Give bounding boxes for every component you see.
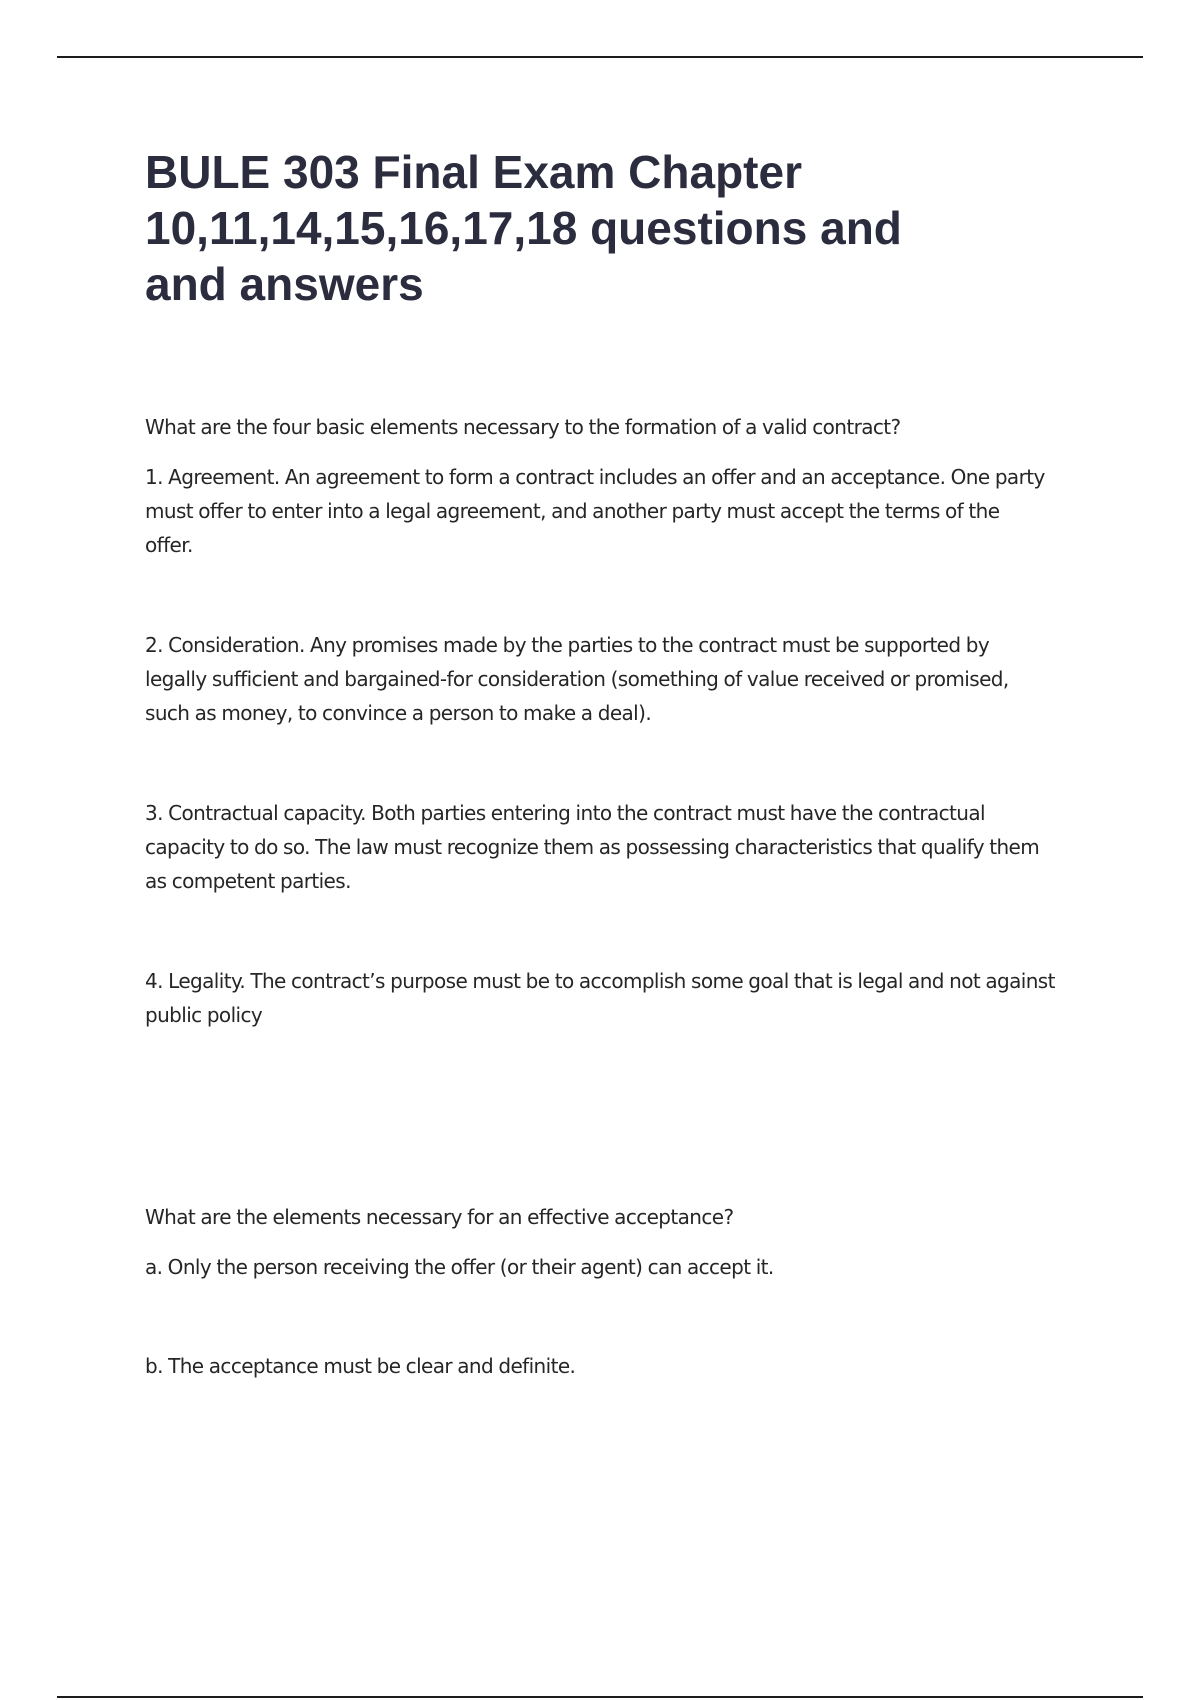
question-text: What are the four basic elements necessary to the formation of a valid contract?: [145, 415, 901, 439]
question-1: [145, 410, 1095, 444]
answer-line: b. The acceptance must be clear and definite.: [145, 1354, 576, 1378]
answer-b: [145, 1349, 1095, 1383]
answer-a: [145, 1250, 1095, 1284]
answer-line: legally sufficient and bargained-for consideration (something of value received or promised,: [145, 667, 1009, 691]
answer-consideration: [145, 628, 1095, 730]
answer-agreement: [145, 460, 1095, 562]
question-text: What are the elements necessary for an effective acceptance?: [145, 1205, 734, 1229]
answer-line: 2. Consideration. Any promises made by the parties to the contract must be supported by: [145, 633, 990, 657]
answer-line: such as money, to convince a person to make a deal).: [145, 701, 652, 725]
top-divider: [57, 56, 1143, 58]
title-line: and answers: [145, 258, 424, 310]
answer-line: capacity to do so. The law must recognize them as possessing characteristics that qualify them: [145, 835, 1040, 859]
question-2: [145, 1200, 1095, 1234]
answer-line: must offer to enter into a legal agreement, and another party must accept the terms of the: [145, 499, 1000, 523]
page-title: [145, 144, 1065, 312]
answer-line: 3. Contractual capacity. Both parties entering into the contract must have the contractual: [145, 801, 985, 825]
bottom-divider: [57, 1696, 1143, 1698]
answer-line: as competent parties.: [145, 869, 351, 893]
title-line: BULE 303 Final Exam Chapter: [145, 146, 802, 198]
answer-contractual-capacity: [145, 796, 1095, 898]
answer-line: a. Only the person receiving the offer (or their agent) can accept it.: [145, 1255, 774, 1279]
answer-line: 1. Agreement. An agreement to form a contract includes an offer and an acceptance. One party: [145, 465, 1045, 489]
answer-line: public policy: [145, 1003, 263, 1027]
answer-line: offer.: [145, 533, 193, 557]
title-line: 10,11,14,15,16,17,18 questions and: [145, 202, 902, 254]
answer-legality: [145, 964, 1095, 1032]
answer-line: 4. Legality. The contract’s purpose must be to accomplish some goal that is legal and not against: [145, 969, 1055, 993]
